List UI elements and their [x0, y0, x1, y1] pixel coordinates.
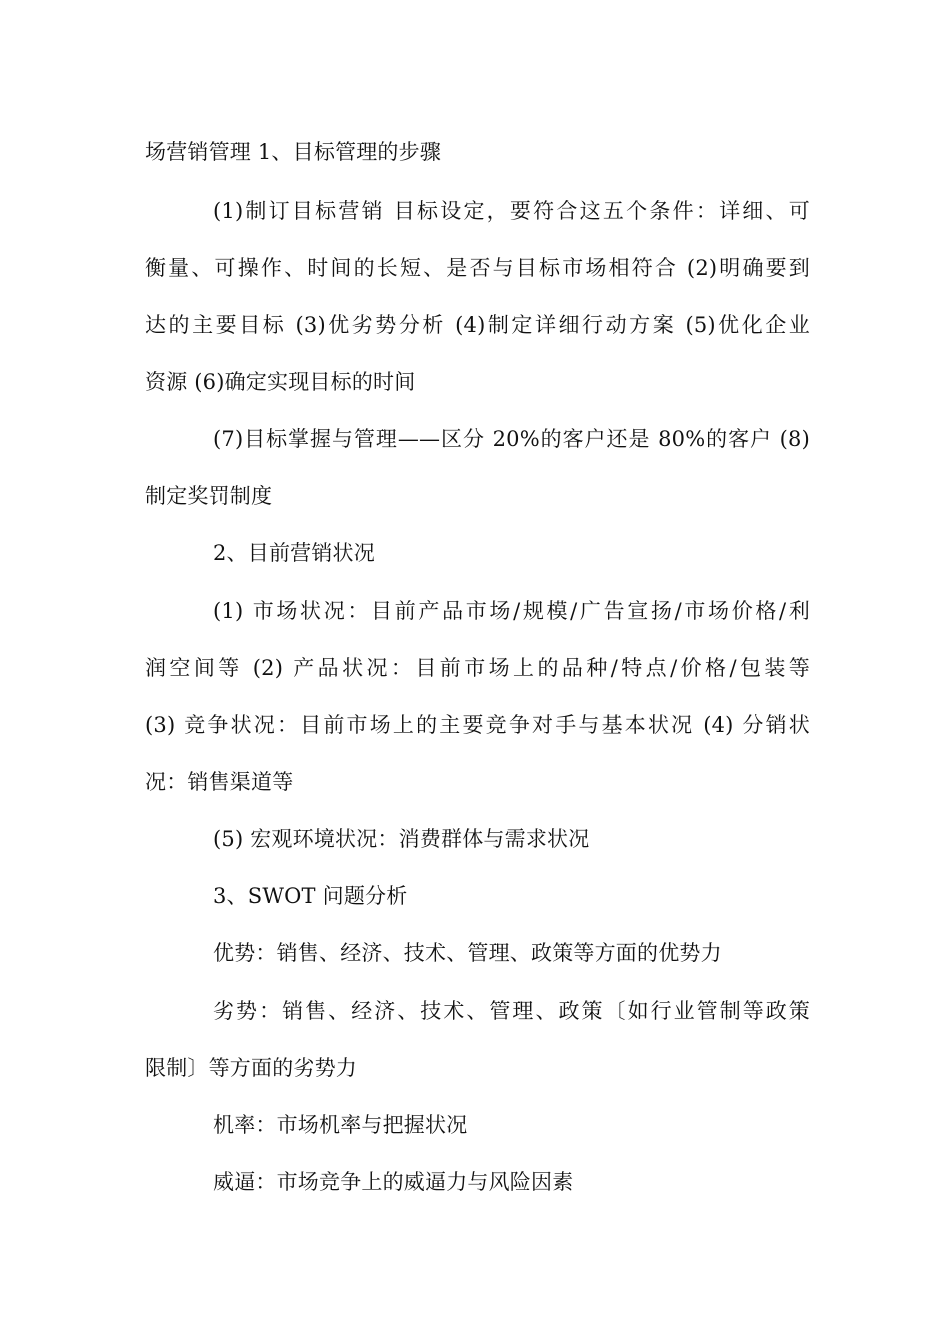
text-line-3: 衡量、可操作、时间的长短、是否与目标市场相符合 (2)明确要到 [145, 256, 810, 280]
text-line-16: 劣势：销售、经济、技术、管理、政策〔如行业管制等政策 [213, 999, 810, 1023]
text-line-17: 限制〕等方面的劣势力 [145, 1056, 357, 1080]
text-line-9: (1) 市场状况：目前产品市场/规模/广告宣扬/市场价格/利 [213, 599, 810, 623]
text-line-10: 润空间等 (2) 产品状况：目前市场上的品种/特点/价格/包装等 [145, 656, 810, 680]
text-line-7: 制定奖罚制度 [145, 484, 273, 508]
text-line-5: 资源 (6)确定实现目标的时间 [145, 370, 416, 394]
text-line-12: 况：销售渠道等 [145, 770, 294, 794]
text-line-4: 达的主要目标 (3)优劣势分析 (4)制定详细行动方案 (5)优化企业 [145, 313, 810, 337]
text-line-2: (1)制订目标营销 目标设定，要符合这五个条件：详细、可 [213, 199, 810, 223]
text-line-15: 优势：销售、经济、技术、管理、政策等方面的优势力 [213, 941, 722, 965]
text-line-18: 机率：市场机率与把握状况 [213, 1113, 468, 1137]
section-heading-2: 2、目前营销状况 [213, 541, 375, 565]
text-line-13: (5) 宏观环境状况：消费群体与需求状况 [213, 827, 590, 851]
section-heading-3: 3、SWOT 问题分析 [213, 884, 408, 908]
text-line-1: 场营销管理 1、目标管理的步骤 [145, 140, 442, 164]
text-line-11: (3) 竞争状况：目前市场上的主要竞争对手与基本状况 (4) 分销状 [145, 713, 810, 737]
text-line-6: (7)目标掌握与管理——区分 20%的客户还是 80%的客户 (8) [213, 427, 810, 451]
text-line-19: 威逼：市场竞争上的威逼力与风险因素 [213, 1170, 574, 1194]
